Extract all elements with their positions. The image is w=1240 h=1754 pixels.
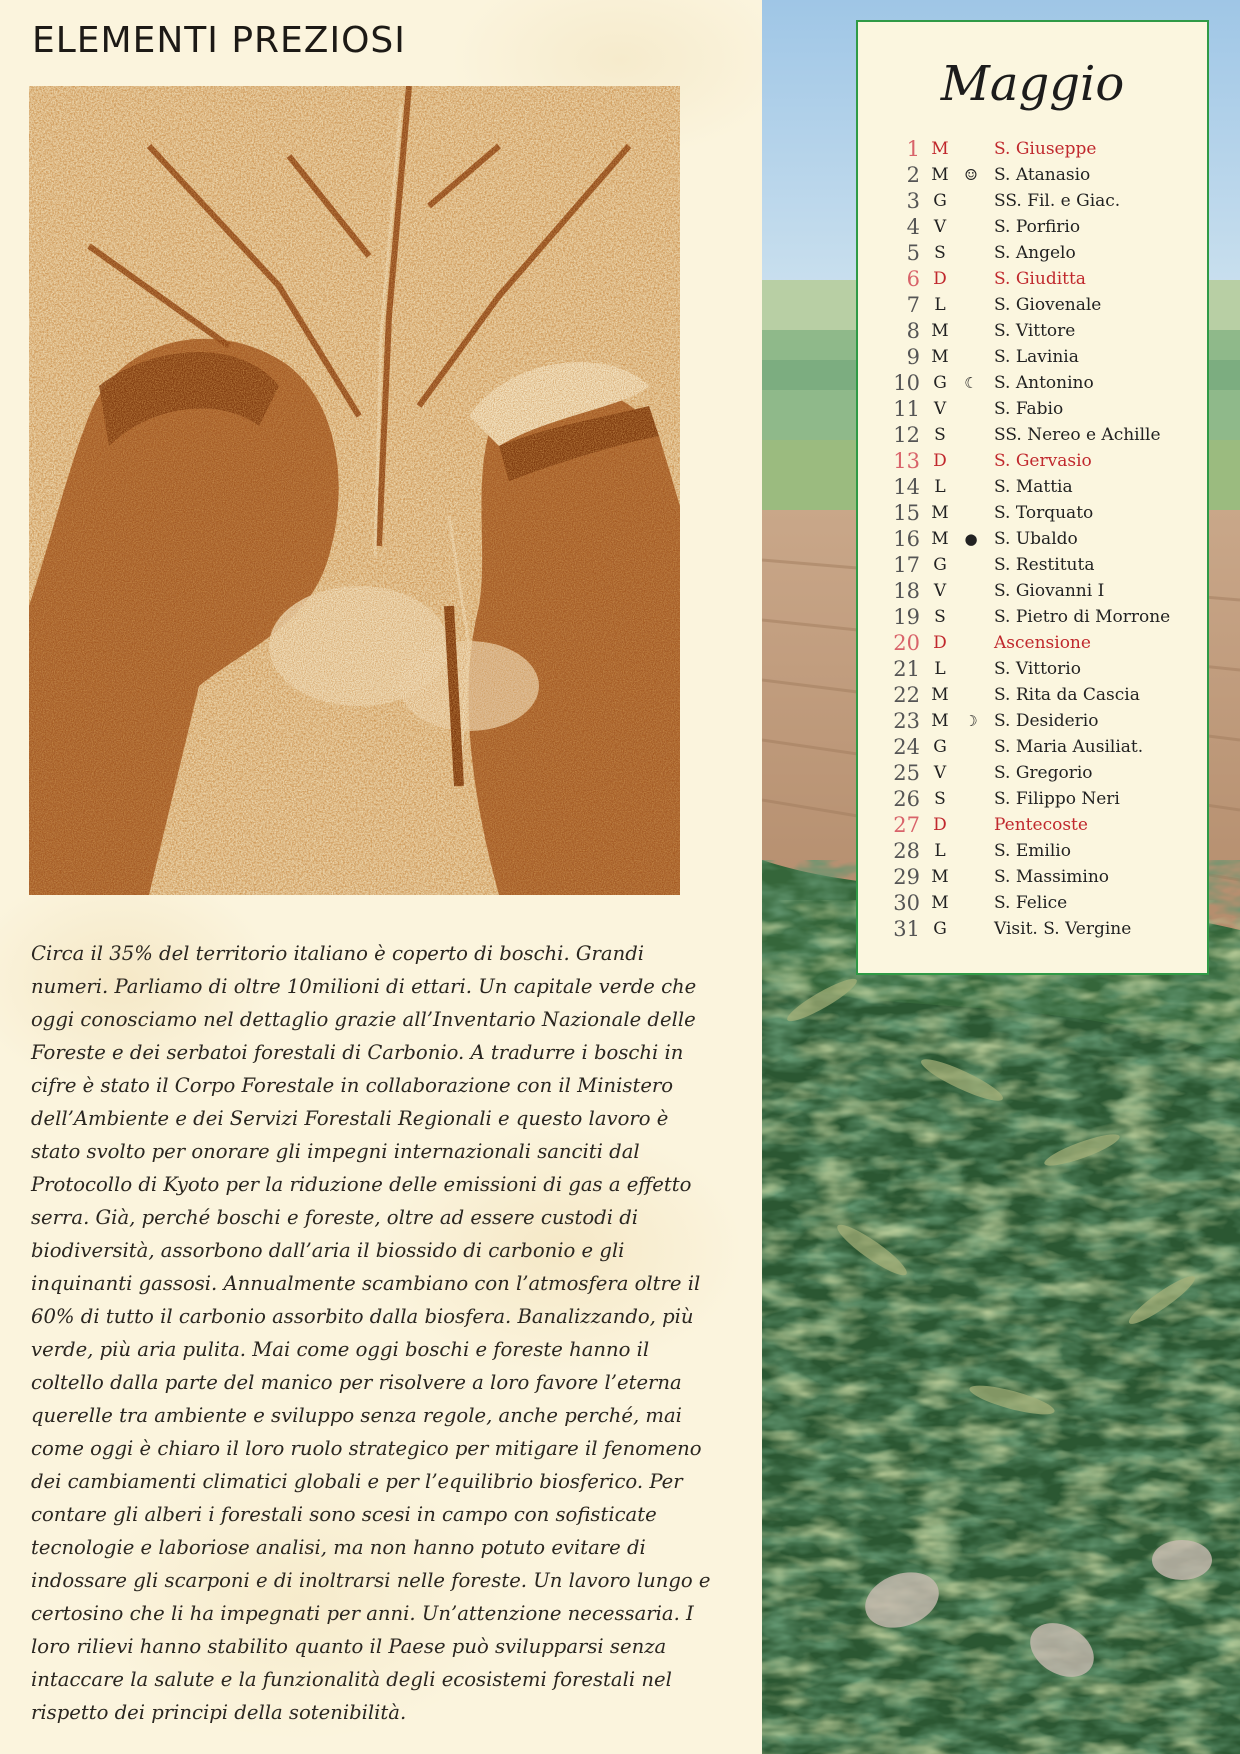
calendar-day-row [858, 864, 1207, 890]
weekday-letter: L [934, 841, 946, 861]
day-number: 16 [893, 527, 920, 551]
weekday-letter: S [934, 607, 946, 627]
weekday-letter: L [934, 295, 946, 315]
saint-name: S. Gervasio [994, 451, 1092, 471]
weekday-letter: G [933, 373, 947, 393]
day-number: 1 [906, 137, 920, 161]
saint-name: S. Felice [994, 893, 1068, 913]
calendar-day-row [858, 916, 1207, 942]
day-number: 8 [906, 319, 920, 343]
day-number: 14 [893, 475, 920, 499]
calendar-day-row [858, 136, 1207, 162]
calendar-month-title: Maggio [940, 56, 1125, 112]
day-number: 30 [893, 891, 920, 915]
weekday-letter: D [933, 633, 947, 653]
weekday-letter: L [934, 659, 946, 679]
day-number: 23 [893, 709, 920, 733]
saint-name: S. Torquato [994, 503, 1094, 523]
day-number: 11 [893, 397, 920, 421]
weekday-letter: G [933, 737, 947, 757]
article-body-text: Circa il 35% del territorio italiano è coperto di boschi. Grandi numeri. Parliamo di oltre 10milioni di ettari. Un capitale verde che oggi conosciamo nel dettaglio grazie all’Inventario Nazionale delle Foreste e dei serbatoi forestali di Carbonio. A tradurre i boschi in cifre è stato il Corpo Forestale in collaborazione con il Ministero dell’Ambiente e dei Servizi Forestali Regionali e questo lavoro è stato svolto per onorare gli impegni internazionali sanciti dal Protocollo di Kyoto per la riduzione delle emissioni di gas a effetto serra. Già, perché boschi e foreste, oltre ad essere custodi di biodiversità, assorbono dall’aria il biossido di carbonio e gli inquinanti gassosi. Annualmente scambiano con l’atmosfera oltre il 60% di tutto il carbonio assorbito dalla biosfera. Banalizzando, più verde, più aria pulita. Mai come oggi boschi e foreste hanno il coltello dalla parte del manico per risolvere a loro favore l’eterna querelle tra ambiente e sviluppo senza regole, anche perché, mai come oggi è chiaro il loro ruolo strategico per mitigare il fenomeno dei cambiamenti climatici globali e per l’equilibrio biosferico. Per contare gli alberi i forestali sono scesi in campo con sofisticate tecnologie e laboriose analisi, ma non hanno potuto evitare di indossare gli scarponi e di inoltrarsi nelle foreste. Un lavoro lungo e certosino che li ha impegnati per anni. Un’attenzione necessaria. I loro rilievi hanno stabilito quanto il Paese può svilupparsi senza intaccare la salute e la funzionalità degli ecosistemi forestali nel rispetto dei principi della sotenibilità. [31, 942, 711, 1724]
calendar-card [856, 20, 1209, 975]
moon-phase-icon: ☽ [964, 712, 978, 730]
calendar-day-row [858, 500, 1207, 526]
calendar-day-row [858, 162, 1207, 188]
weekday-letter: M [931, 711, 949, 731]
saint-name: S. Lavinia [994, 347, 1079, 367]
calendar-day-row [858, 292, 1207, 318]
day-number: 10 [893, 371, 920, 395]
calendar-day-row [858, 396, 1207, 422]
calendar-day-row [858, 708, 1207, 734]
saint-name: S. Giuseppe [994, 139, 1097, 159]
page-title: ELEMENTI PREZIOSI [32, 20, 406, 61]
day-number: 7 [906, 293, 920, 317]
weekday-letter: V [933, 217, 947, 237]
day-number: 22 [893, 683, 920, 707]
calendar-day-row [858, 630, 1207, 656]
day-number: 20 [893, 631, 920, 655]
calendar-day-row [858, 318, 1207, 344]
day-number: 5 [906, 241, 920, 265]
calendar-day-row [858, 604, 1207, 630]
calendar-day-row [858, 344, 1207, 370]
calendar-day-list [858, 136, 1207, 942]
calendar-day-row [858, 734, 1207, 760]
calendar-day-row [858, 682, 1207, 708]
weekday-letter: G [933, 191, 947, 211]
saint-name: Ascensione [994, 633, 1091, 653]
day-number: 26 [893, 787, 920, 811]
calendar-day-row [858, 578, 1207, 604]
calendar-day-row [858, 786, 1207, 812]
day-number: 15 [893, 501, 920, 525]
calendar-day-row [858, 474, 1207, 500]
day-number: 17 [893, 553, 920, 577]
saint-name: S. Giovenale [994, 295, 1102, 315]
day-number: 24 [893, 735, 920, 759]
calendar-day-row [858, 370, 1207, 396]
day-number: 13 [893, 449, 920, 473]
day-number: 27 [893, 813, 920, 837]
weekday-letter: M [931, 321, 949, 341]
calendar-day-row [858, 266, 1207, 292]
saint-name: S. Atanasio [994, 165, 1091, 185]
weekday-letter: V [933, 581, 947, 601]
saint-name: S. Vittore [994, 321, 1076, 341]
weekday-letter: D [933, 451, 947, 471]
weekday-letter: M [931, 685, 949, 705]
weekday-letter: D [933, 269, 947, 289]
calendar-day-row [858, 448, 1207, 474]
calendar-day-row [858, 812, 1207, 838]
calendar-day-row [858, 552, 1207, 578]
weekday-letter: M [931, 867, 949, 887]
saint-name: S. Giuditta [994, 269, 1086, 289]
saint-name: S. Antonino [994, 373, 1094, 393]
saint-name: S. Mattia [994, 477, 1073, 497]
saint-name: S. Massimino [994, 867, 1110, 887]
weekday-letter: L [934, 477, 946, 497]
weekday-letter: G [933, 919, 947, 939]
weekday-letter: M [931, 503, 949, 523]
saint-name: S. Ubaldo [994, 529, 1078, 549]
weekday-letter: G [933, 555, 947, 575]
weekday-letter: M [931, 139, 949, 159]
calendar-day-row [858, 214, 1207, 240]
weekday-letter: S [934, 425, 946, 445]
weekday-letter: M [931, 165, 949, 185]
day-number: 2 [906, 163, 920, 187]
calendar-day-row [858, 240, 1207, 266]
day-number: 19 [893, 605, 920, 629]
saint-name: S. Porfirio [994, 217, 1081, 237]
saint-name: S. Pietro di Morrone [994, 607, 1171, 627]
day-number: 4 [906, 215, 920, 239]
weekday-letter: V [933, 399, 947, 419]
saint-name: S. Maria Ausiliat. [994, 737, 1144, 757]
saint-name: SS. Fil. e Giac. [994, 191, 1121, 211]
weekday-letter: V [933, 763, 947, 783]
saint-name: S. Restituta [994, 555, 1095, 575]
calendar-day-row [858, 656, 1207, 682]
day-number: 18 [893, 579, 920, 603]
moon-phase-icon: ☺ [964, 166, 978, 184]
saint-name: SS. Nereo e Achille [994, 425, 1161, 445]
saint-name: S. Rita da Cascia [994, 685, 1140, 705]
calendar-day-row [858, 838, 1207, 864]
day-number: 31 [893, 917, 920, 941]
saint-name: S. Fabio [994, 399, 1064, 419]
saint-name: Visit. S. Vergine [994, 919, 1132, 939]
day-number: 21 [893, 657, 920, 681]
weekday-letter: M [931, 893, 949, 913]
day-number: 6 [906, 267, 920, 291]
weekday-letter: S [934, 789, 946, 809]
weekday-letter: D [933, 815, 947, 835]
day-number: 28 [893, 839, 920, 863]
weekday-letter: M [931, 347, 949, 367]
saint-name: Pentecoste [994, 815, 1088, 835]
moon-phase-icon: ☾ [964, 374, 978, 392]
day-number: 29 [893, 865, 920, 889]
day-number: 3 [906, 189, 920, 213]
saint-name: S. Filippo Neri [994, 789, 1120, 809]
moon-phase-icon: ● [964, 530, 978, 548]
calendar-day-row [858, 890, 1207, 916]
saint-name: S. Giovanni I [994, 581, 1105, 601]
day-number: 9 [906, 345, 920, 369]
saint-name: S. Angelo [994, 243, 1076, 263]
photo-image [29, 86, 680, 895]
calendar-day-row [858, 526, 1207, 552]
saint-name: S. Gregorio [994, 763, 1093, 783]
calendar-day-row [858, 188, 1207, 214]
calendar-day-row [858, 760, 1207, 786]
saint-name: S. Emilio [994, 841, 1071, 861]
saint-name: S. Vittorio [994, 659, 1081, 679]
weekday-letter: M [931, 529, 949, 549]
day-number: 25 [893, 761, 920, 785]
weekday-letter: S [934, 243, 946, 263]
sepia-photo-foresters [29, 86, 680, 895]
saint-name: S. Desiderio [994, 711, 1099, 731]
day-number: 12 [893, 423, 920, 447]
calendar-day-row [858, 422, 1207, 448]
